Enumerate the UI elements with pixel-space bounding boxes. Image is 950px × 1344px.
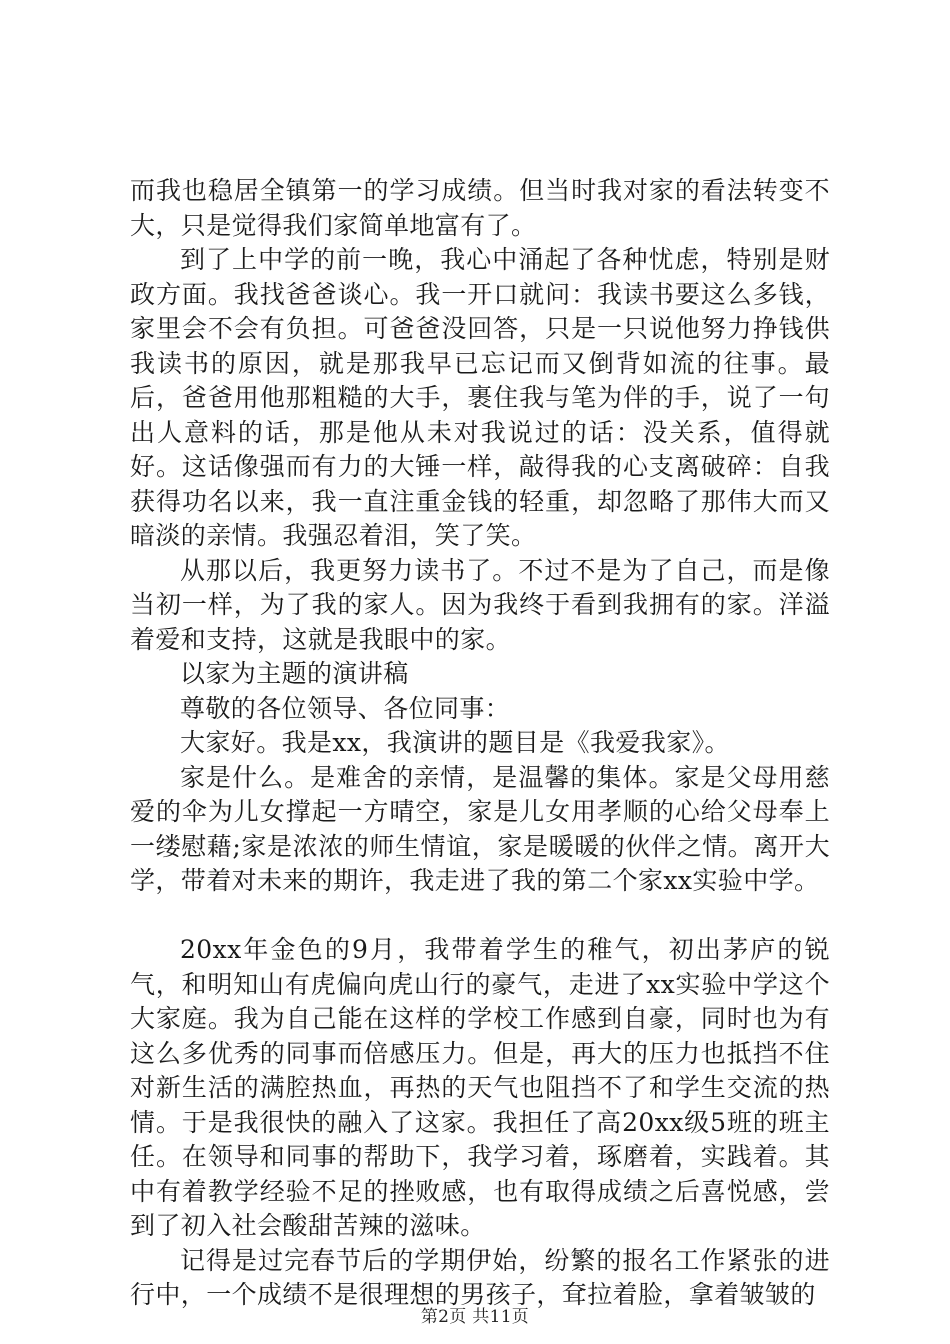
paragraph-1: 而我也稳居全镇第一的学习成绩。但当时我对家的看法转变不大，只是觉得我们家简单地富有了。 xyxy=(130,176,830,240)
speech-title: 以家为主题的演讲稿 xyxy=(180,659,409,688)
blank-line xyxy=(130,899,830,934)
paragraph-3: 从那以后，我更努力读书了。不过不是为了自己，而是像当初一样，为了我的家人。因为我终于看到我拥有的家。洋溢着爱和支持，这就是我眼中的家。 xyxy=(130,555,830,654)
paragraph-8: 20xx年金色的9月，我带着学生的稚气，初出茅庐的锐气，和明知山有虎偏向虎山行的豪气，走进了xx实验中学这个大家庭。我为自己能在这样的学校工作感到自豪，同时也为有这么多优秀的同事而倍感压力。但是，再大的压力也抵挡不住对新生活的满腔热血，再热的天气也阻挡不了和学生交流的热情。于是我很快的融入了这家。我担任了高20xx级5班的班主任。在领导和同事的帮助下，我学习着，琢磨着，实践着。其中有着教学经验不足的挫败感，也有取得成绩之后喜悦感，尝到了初入社会酸甜苦辣的滋味。 xyxy=(130,935,830,1240)
greeting: 大家好。我是xx，我演讲的题目是《我爱我家》。 xyxy=(180,728,730,757)
document-body xyxy=(130,174,830,1313)
paragraph-2: 到了上中学的前一晚，我心中涌起了各种忧虑，特别是财政方面。我找爸爸谈心。我一开口就问：我读书要这么多钱，家里会不会有负担。可爸爸没回答，只是一只说他努力挣钱供我读书的原因，就是那我早已忘记而又倒背如流的往事。最后，爸爸用他那粗糙的大手，裹住我与笔为伴的手，说了一句出人意料的话，那是他从未对我说过的话：没关系，值得就好。这话像强而有力的大锤一样，敲得我的心支离破碎：自我获得功名以来，我一直注重金钱的轻重，却忽略了那伟大而又暗淡的亲情。我强忍着泪，笑了笑。 xyxy=(130,245,830,550)
salutation: 尊敬的各位领导、各位同事： xyxy=(180,693,511,723)
page-number-footer: 第2页 共11页 xyxy=(420,1307,530,1327)
paragraph-9: 记得是过完春节后的学期伊始，纷繁的报名工作紧张的进行中，一个成绩不是很理想的男孩子，耷拉着脸，拿着皱皱的 xyxy=(130,1245,830,1309)
paragraph-7: 家是什么。是难舍的亲情，是温馨的集体。家是父母用慈爱的伞为儿女撑起一方晴空，家是儿女用孝顺的心给父母奉上一缕慰藉;家是浓浓的师生情谊，家是暖暖的伙伴之情。离开大学，带着对未来的期许，我走进了我的第二个家xx实验中学。 xyxy=(130,762,830,895)
